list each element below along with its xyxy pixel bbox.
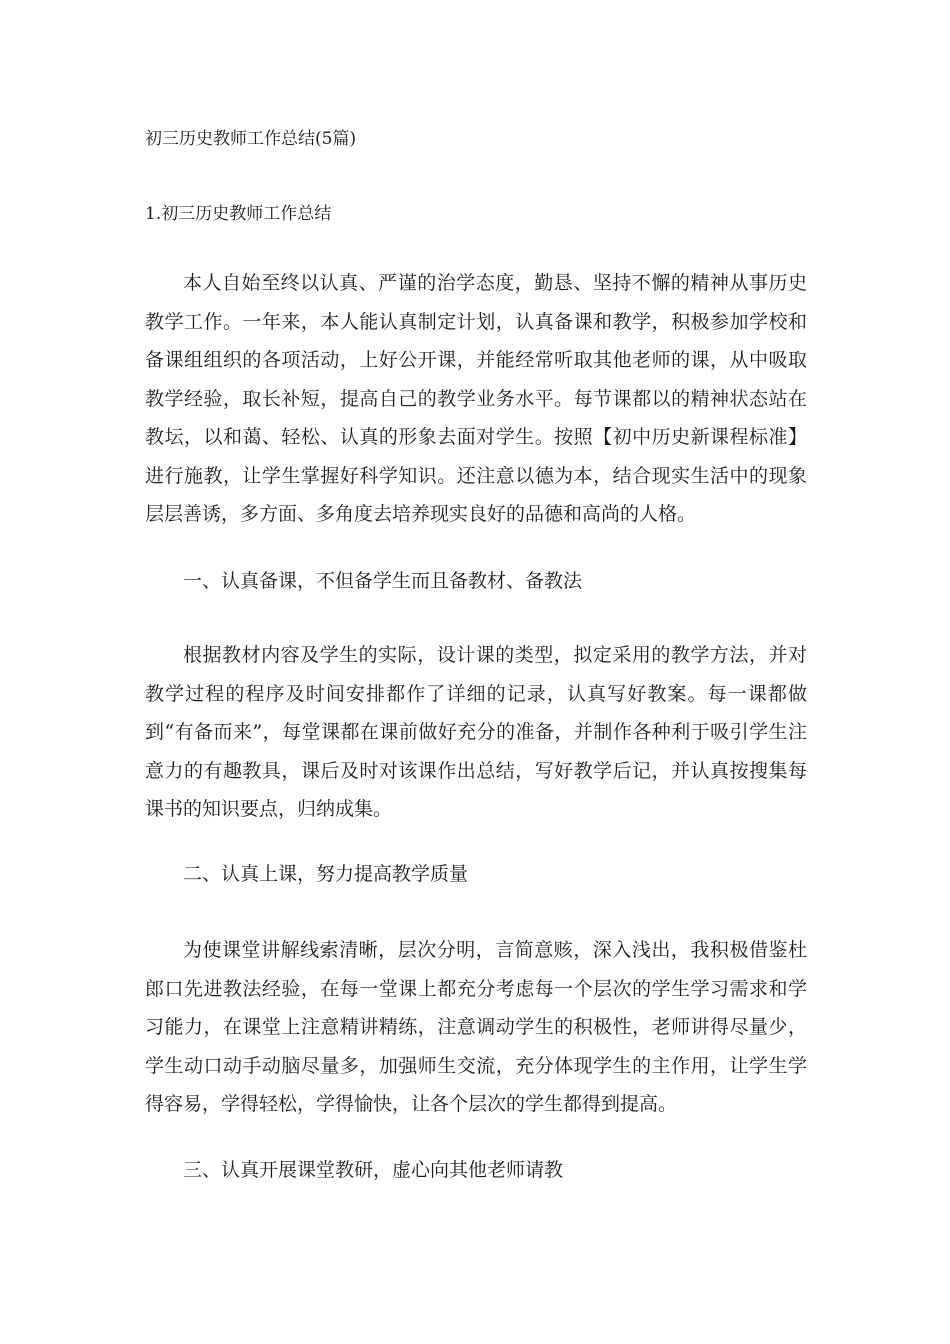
preparation-paragraph: 根据教材内容及学生的实际，设计课的类型，拟定采用的教学方法，并对教学过程的程序及时间安排都作了详细的记录，认真写好教案。每一课都做到“有备而来”，每堂课都在课前做好充分的准备，并制作各种利于吸引学生注意力的有趣教具，课后及时对该课作出总结，写好教学后记，并认真按搜集每课书的知识要点，归纳成集。 <box>145 644 807 820</box>
intro-paragraph: 本人自始至终以认真、严谨的治学态度，勤恳、坚持不懈的精神从事历史教学工作。一年来，本人能认真制定计划，认真备课和教学，积极参加学校和备课组组织的各项活动，上好公开课，并能经常听取其他老师的课，从中吸取教学经验，取长补短，提高自己的教学业务水平。每节课都以的精神状态站在教坛，以和蔼、轻松、认真的形象去面对学生。按照【初中历史新课程标准】进行施教，让学生掌握好科学知识。还注意以德为本，结合现实生活中的现象层层善诱，多方面、多角度去培养现实良好的品德和高尚的人格。 <box>145 272 807 525</box>
heading-research: 三、认真开展课堂教研，虚心向其他老师请教 <box>183 1159 564 1181</box>
heading-teaching-quality: 二、认真上课，努力提高教学质量 <box>183 863 469 885</box>
heading-preparation: 一、认真备课，不但备学生而且备教材、备教法 <box>183 570 583 592</box>
section-title: 1.初三历史教师工作总结 <box>145 204 332 224</box>
teaching-quality-paragraph: 为使课堂讲解线索清晰，层次分明，言简意赅，深入浅出，我积极借鉴杜郎口先进教法经验，在每一堂课上都充分考虑每一个层次的学生学习需求和学习能力，在课堂上注意精讲精练，注意调动学生的积极性，老师讲得尽量少，学生动口动手动脑尽量多，加强师生交流，充分体现学生的主作用，让学生学得容易，学得轻松，学得愉快，让各个层次的学生都得到提高。 <box>145 939 807 1115</box>
document-title: 初三历史教师工作总结(5篇) <box>145 129 357 149</box>
